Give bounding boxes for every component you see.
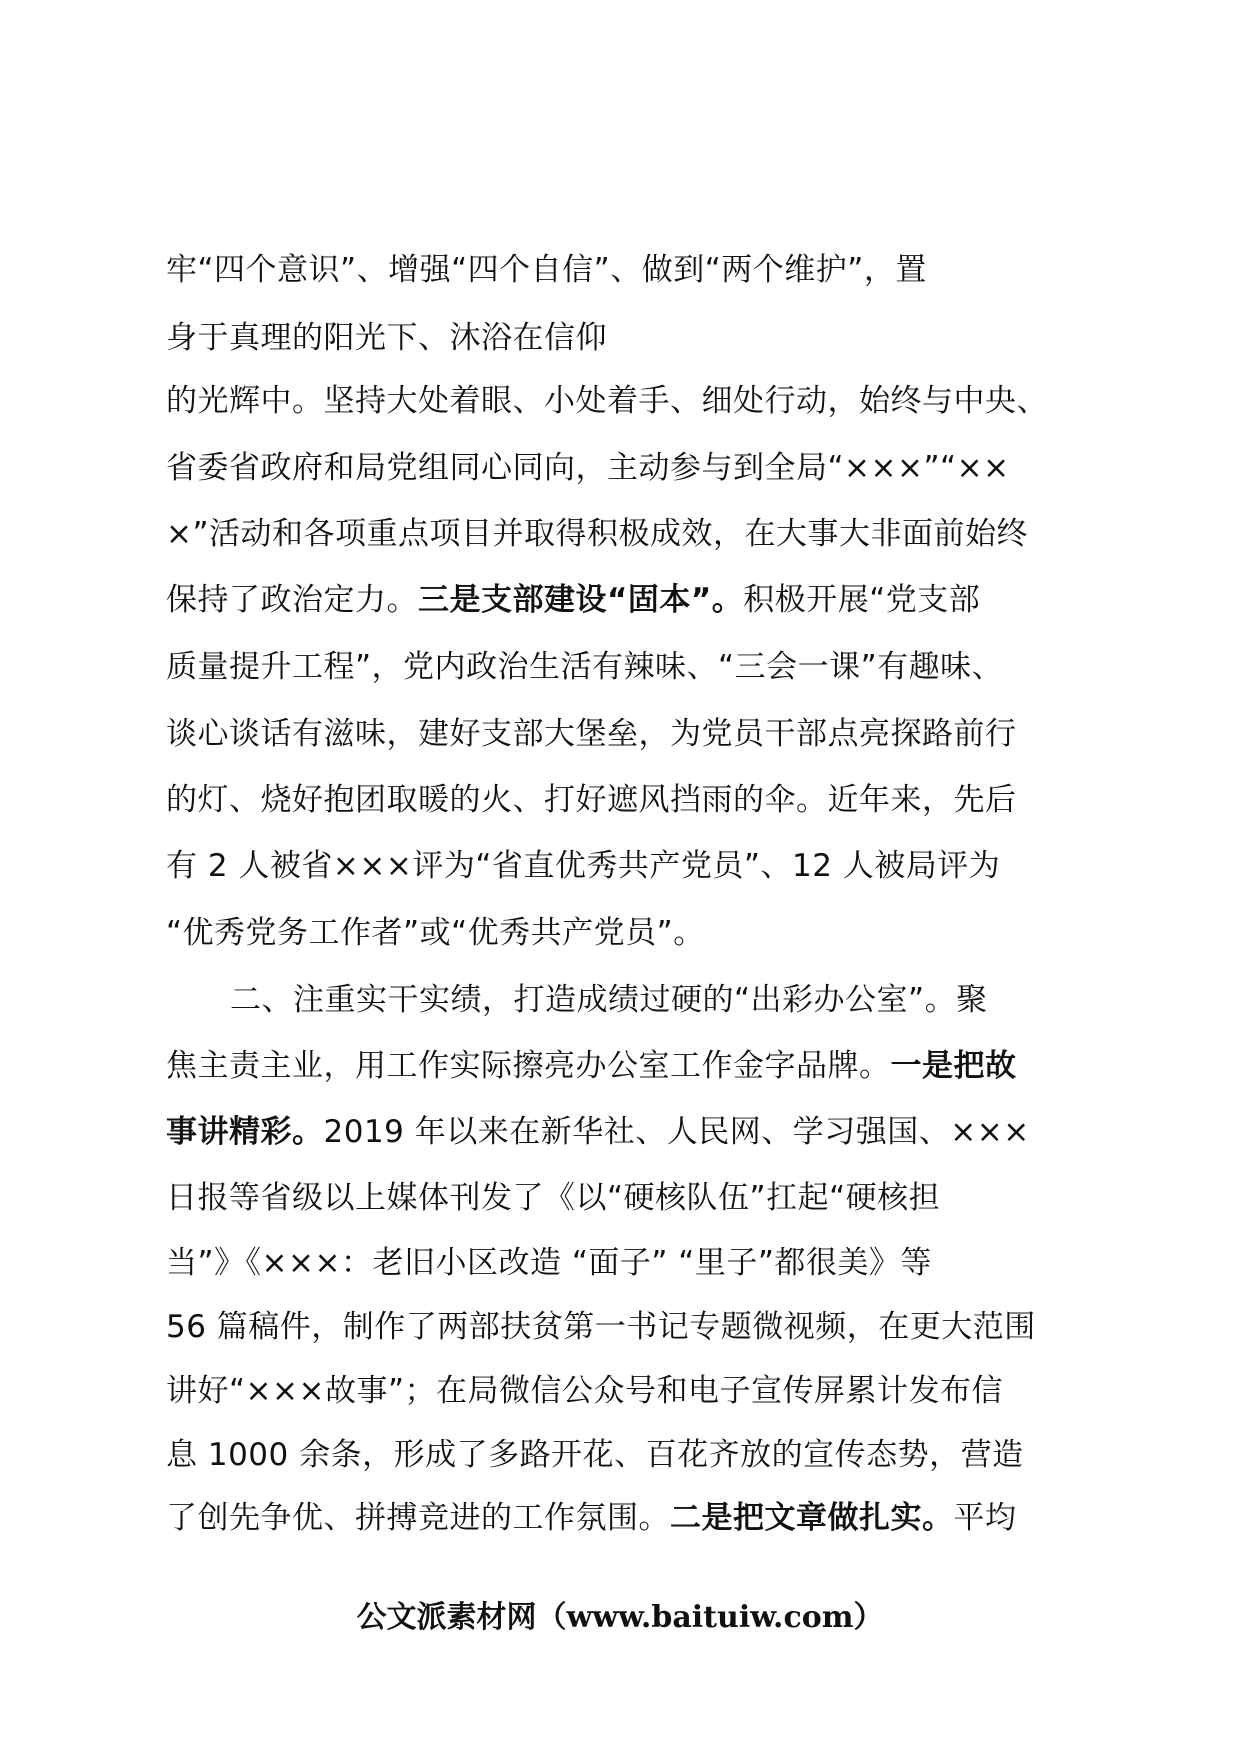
text-segment: 2019 年以来在新华社、人民网、学习强国、××× xyxy=(323,1114,1030,1150)
text-segment: 的灯、烧好抱团取暖的火、打好遮风挡雨的伞。近年来，先后 xyxy=(166,782,1017,818)
text-segment: 保持了政治定力。 xyxy=(166,582,418,618)
text-segment: 讲好“×××故事”；在局微信公众号和电子宣传屏累计发布信 xyxy=(166,1373,1004,1409)
text-segment: 平均 xyxy=(953,1500,1017,1536)
text-segment: ×”活动和各项重点项目并取得积极成效，在大事大非面前始终 xyxy=(166,516,1029,552)
text-line xyxy=(166,250,1086,290)
text-line xyxy=(166,913,1086,953)
text-line xyxy=(166,1112,1086,1152)
text-line xyxy=(166,1498,1086,1538)
text-line xyxy=(166,318,1086,358)
text-line xyxy=(166,1178,1086,1218)
text-segment: 当”》《×××：老旧小区改造 “面子” “里子”都很美》等 xyxy=(166,1245,932,1281)
text-segment: 有 2 人被省×××评为“省直优秀共产党员”、12 人被局评为 xyxy=(166,848,1001,884)
text-line xyxy=(230,980,1150,1020)
text-segment: 积极开展“党支部 xyxy=(743,582,981,618)
text-line xyxy=(166,1307,1086,1347)
text-line xyxy=(166,580,1086,620)
text-line xyxy=(166,1371,1086,1411)
text-segment: 的光辉中。坚持大处着眼、小处着手、细处行动，始终与中央、 xyxy=(166,383,1048,419)
text-segment: 牢“四个意识”、增强“四个自信”、做到“两个维护”，置 xyxy=(166,252,927,288)
text-segment: 56 篇稿件，制作了两部扶贫第一书记专题微视频，在更大范围 xyxy=(166,1309,1036,1345)
text-line xyxy=(166,448,1086,488)
text-line xyxy=(166,1243,1086,1283)
bold-heading: 三是支部建设“固本”。 xyxy=(418,582,744,618)
text-segment: “优秀党务工作者”或“优秀共产党员”。 xyxy=(166,915,705,951)
text-segment: 质量提升工程”，党内政治生活有辣味、“三会一课”有趣味、 xyxy=(166,649,1004,685)
text-line xyxy=(166,514,1086,554)
text-segment: 息 1000 余条，形成了多路开花、百花齐放的宣传态势，营造 xyxy=(166,1437,1024,1473)
text-segment: 身于真理的阳光下、沐浴在信仰 xyxy=(166,320,607,356)
text-line xyxy=(166,381,1086,421)
text-segment: 日报等省级以上媒体刊发了《以“硬核队伍”扛起“硬核担 xyxy=(166,1180,941,1216)
footer-watermark: 公文派素材网（www.baituiw.com） xyxy=(356,1600,884,1635)
bold-heading: 事讲精彩。 xyxy=(166,1114,324,1150)
text-segment: 焦主责主业，用工作实际擦亮办公室工作金字品牌。 xyxy=(166,1048,891,1084)
text-segment: 了创先争优、拼搏竞进的工作氛围。 xyxy=(166,1500,670,1536)
text-line xyxy=(166,1046,1086,1086)
text-segment: 二、注重实干实绩，打造成绩过硬的“出彩办公室”。聚 xyxy=(230,982,988,1018)
bold-heading: 一是把故 xyxy=(890,1048,1017,1084)
text-line xyxy=(166,714,1086,754)
text-line xyxy=(166,647,1086,687)
text-segment: 省委省政府和局党组同心同向，主动参与到全局“×××”“×× xyxy=(166,450,1010,486)
bold-heading: 二是把文章做扎实。 xyxy=(670,1500,954,1536)
text-line xyxy=(166,1435,1086,1475)
text-line xyxy=(166,780,1086,820)
text-line xyxy=(166,846,1086,886)
text-segment: 谈心谈话有滋味，建好支部大堡垒，为党员干部点亮探路前行 xyxy=(166,716,1017,752)
